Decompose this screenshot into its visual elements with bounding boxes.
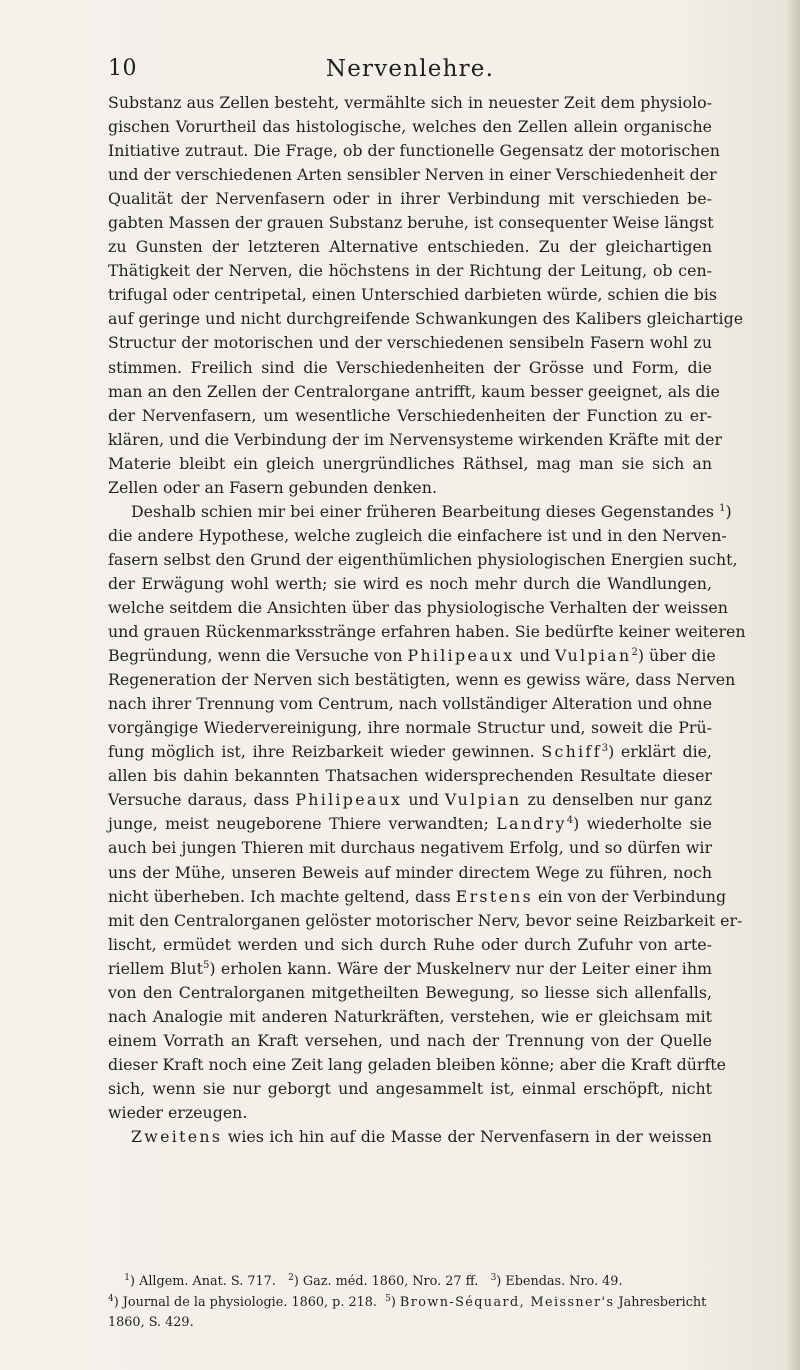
footnote-ref: 1 xyxy=(719,502,726,514)
footnote-marker: 1 xyxy=(124,1273,131,1283)
footnote-marker: 3 xyxy=(490,1273,497,1283)
text-line xyxy=(108,885,727,909)
text-segment: und xyxy=(519,646,550,666)
text-line: und grauen Rückenmarksstränge erfahren haben. Sie bedürfte keiner weiteren xyxy=(108,622,746,642)
author-name: Philipeaux xyxy=(295,790,403,810)
text-segment: fung möglich ist, ihre Reizbarkeit wieder gewinnen. xyxy=(108,742,535,762)
footnote-marker: 4 xyxy=(108,1293,114,1304)
text-line xyxy=(108,1125,712,1149)
text-line: stimmen. Freilich sind die Verschiedenheiten der Grösse und Form, die xyxy=(108,357,712,377)
text-line xyxy=(108,740,712,764)
page-number: 10 xyxy=(108,56,137,81)
text-line: Regeneration der Nerven sich bestätigten, wenn es gewiss wäre, dass Nerven xyxy=(108,670,736,690)
text-line: der Erwägung wohl werth; sie wird es noch mehr durch die Wandlungen, xyxy=(108,573,712,593)
text-line: von den Centralorganen mitgetheilten Bewegung, so liesse sich allenfalls, xyxy=(108,982,712,1002)
text-line: vorgängige Wiedervereinigung, ihre normale Structur und, soweit die Prü- xyxy=(108,718,712,738)
text-segment: junge, meist neugeborene Thiere verwandten; xyxy=(108,814,489,834)
text-segment: nicht überheben. Ich machte geltend, dass xyxy=(108,886,451,906)
footnote-marker: 2 xyxy=(288,1273,294,1283)
text-line: Initiative zutraut. Die Frage, ob der functionelle Gegensatz der motorischen xyxy=(108,141,720,161)
text-segment: Versuche daraus, dass xyxy=(108,790,290,810)
text-segment: ein von der Verbindung xyxy=(538,886,727,906)
running-title: Nervenlehre. xyxy=(325,56,495,82)
text-line xyxy=(108,788,712,812)
text-line: lischt, ermüdet werden und sich durch Ruhe oder durch Zufuhr von arte- xyxy=(108,934,712,954)
footnotes xyxy=(108,1272,712,1334)
footnote-ref: 2 xyxy=(631,647,638,659)
footnote-line: 1860, S. 429. xyxy=(108,1315,194,1330)
footnote-line xyxy=(108,1272,712,1293)
footnote-text: ) Journal de la physiologie. 1860, p. 218. xyxy=(113,1294,377,1310)
footnote-ref: 5 xyxy=(202,959,210,971)
text-line: klären, und die Verbindung der im Nervensysteme wirkenden Kräfte mit der xyxy=(108,429,723,449)
emphasis: Zweitens xyxy=(131,1127,223,1147)
text-segment: wies ich hin auf die Masse der Nervenfasern in der weissen xyxy=(227,1127,712,1147)
text-line: Structur der motorischen und der verschiedenen sensibeln Fasern wohl zu xyxy=(108,333,712,353)
footnote-text: ) Ebendas. Nro. 49. xyxy=(496,1274,623,1289)
text-segment: ) über die xyxy=(637,646,716,666)
text-line: zu Gunsten der letzteren Alternative entschieden. Zu der gleichartigen xyxy=(108,237,712,257)
text-segment: Deshalb schien mir bei einer früheren Bearbeitung dieses Gegenstandes xyxy=(131,501,715,521)
text-line: einem Vorrath an Kraft versehen, und nach der Trennung von der Quelle xyxy=(108,1030,712,1050)
text-line: Thätigkeit der Nerven, die höchstens in der Richtung der Leitung, ob cen- xyxy=(108,261,712,281)
text-segment: ) wiederholte sie xyxy=(573,814,712,834)
emphasis: Erstens xyxy=(455,886,534,906)
text-line: uns der Mühe, unseren Beweis auf minder directem Wege zu führen, noch xyxy=(108,862,712,882)
text-line: der Nervenfasern, um wesentliche Verschiedenheiten der Function zu er- xyxy=(108,405,712,425)
author-name: Vulpian xyxy=(444,790,522,810)
text-line: nach ihrer Trennung vom Centrum, nach vollständiger Alteration und ohne xyxy=(108,694,713,714)
footnote-line: $^4$) Journal de la physiologie. 1860, p. 218. $^5$) Brown-Séquard, Meissner's Jahresbericht xyxy=(108,1293,707,1310)
text-line: trifugal oder centripetal, einen Unterschied darbieten würde, schien die bis xyxy=(108,285,718,305)
page-edge-shadow xyxy=(786,0,800,1370)
text-line: dieser Kraft noch eine Zeit lang geladen bleiben könne; aber die Kraft dürfte xyxy=(108,1054,727,1074)
text-line xyxy=(108,957,712,981)
footnote-text: Jahresbericht xyxy=(618,1294,707,1310)
body-text xyxy=(108,91,746,1149)
text-line: Substanz aus Zellen besteht, vermählte sich in neuester Zeit dem physiolo- xyxy=(108,93,712,112)
text-segment: riellem Blut xyxy=(108,958,203,978)
footnote-text: ) Gaz. méd. 1860, Nro. 27 ff. xyxy=(293,1274,479,1289)
text-segment: und xyxy=(408,790,439,810)
text-line: und der verschiedenen Arten sensibler Nerven in einer Verschiedenheit der xyxy=(108,165,717,185)
text-line: gischen Vorurtheil das histologische, welches den Zellen allein organische xyxy=(108,117,712,137)
footnote-ref: 4 xyxy=(566,815,574,827)
author-name: Vulpian xyxy=(554,646,632,666)
text-line: allen bis dahin bekannten Thatsachen widersprechenden Resultate dieser xyxy=(108,766,712,786)
text-line: wieder erzeugen. xyxy=(108,1102,248,1122)
text-segment: ) erholen kann. Wäre der Muskelnerv nur der Leiter einer ihm xyxy=(209,958,712,978)
text-line: sich, wenn sie nur geborgt und angesammelt ist, einmal erschöpft, nicht xyxy=(108,1078,712,1098)
text-line: die andere Hypothese, welche zugleich die einfachere ist und in den Nerven- xyxy=(108,525,727,545)
text-line xyxy=(108,500,732,524)
text-line: auf geringe und nicht durchgreifende Schwankungen des Kalibers gleichartige xyxy=(108,309,744,329)
text-line: Materie bleibt ein gleich unergründliches Räthsel, mag man sie sich an xyxy=(108,453,712,473)
author-name: Schiff xyxy=(541,742,602,762)
text-line: welche seitdem die Ansichten über das physiologische Verhalten der weissen xyxy=(108,597,728,617)
text-line: auch bei jungen Thieren mit durchaus negativem Erfolg, und so dürfen wir xyxy=(108,838,712,858)
text-line: fasern selbst den Grund der eigenthümlichen physiologischen Energien sucht, xyxy=(108,549,738,569)
footnote-ref: 3 xyxy=(601,743,609,755)
text-segment: ) xyxy=(725,501,732,521)
text-segment: Begründung, wenn die Versuche von xyxy=(108,646,403,666)
text-line: Qualität der Nervenfasern oder in ihrer Verbindung mit verschieden be- xyxy=(108,189,712,209)
footnote-text: ) Allgem. Anat. S. 717. xyxy=(130,1274,276,1289)
text-segment: zu denselben nur ganz xyxy=(527,790,712,810)
text-line: mit den Centralorganen gelöster motorischer Nerv, bevor seine Reizbarkeit er- xyxy=(108,910,743,930)
text-line: man an den Zellen der Centralorgane antrifft, kaum besser geeignet, als die xyxy=(108,381,720,401)
page-header xyxy=(108,56,712,90)
author-name: Landry xyxy=(496,814,567,834)
text-line: Zellen oder an Fasern gebunden denken. xyxy=(108,477,437,497)
text-line xyxy=(108,812,712,836)
text-line xyxy=(108,644,716,668)
footnote-author: Brown-Séquard, Meissner's xyxy=(399,1294,615,1310)
author-name: Philipeaux xyxy=(407,646,515,666)
text-line: gabten Massen der grauen Substanz beruhe, ist consequenter Weise längst xyxy=(108,213,714,233)
text-segment: ) erklärt die, xyxy=(608,742,712,762)
footnote-marker: 5 xyxy=(385,1293,391,1304)
text-line: nach Analogie mit anderen Naturkräften, verstehen, wie er gleichsam mit xyxy=(108,1006,712,1026)
